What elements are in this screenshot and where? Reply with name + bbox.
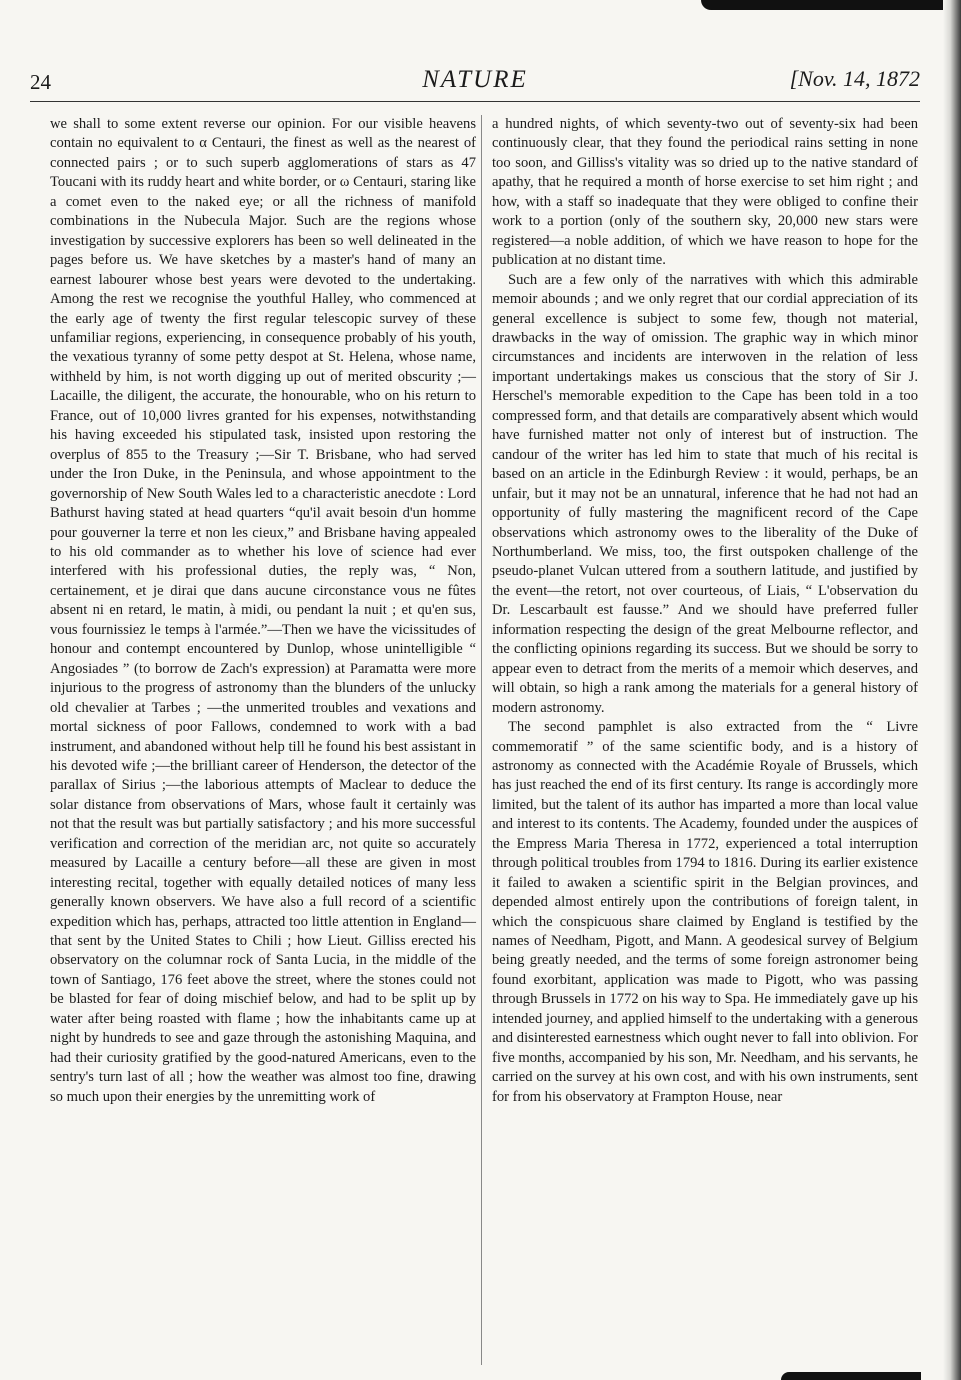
header-rule (30, 101, 920, 102)
scan-edge-mark-bottom (781, 1372, 921, 1380)
scan-page-edge (943, 0, 961, 1380)
journal-title: NATURE (422, 66, 528, 93)
running-header (30, 64, 920, 100)
paragraph: Such are a few only of the narratives with which this admirable memoir abounds ; and we only regret that our cordial appreciation of its general excellence is subject to some few, though not material, drawbacks in the way of omission. The graphic way in which minor circumstances and incidents are interwoven in the relation of less important undertakings makes us conscious that the story of Sir J. Herschel's memorable expedition to the Cape has been told in a too compressed form, and that details are comparatively absent which would have furnished matter not only of interest but of instruction. The candour of the writer has led him to state that much of his recital is based on an article in the Edinburgh Review : it would, perhaps, be an unfair, but it may not be an unnatural, inference that he had not had an opportunity of fully mastering the magnificent record of the Cape observations which astronomy owes to the liberality of the Duke of Northumberland. We miss, too, the first outspoken challenge of the pseudo-planet Vulcan uttered from a southern latitude, and justified by the event—the retort, not over courteous, of Liais, “ L'observation du Dr. Lescarbault est fausse.” And we should have preferred fuller information respecting the design of the great Melbourne reflector, and the conflicting opinions regarding its success. But we should be sorry to appear even to detract from the merits of a memoir which deserves, and will obtain, so high a rank among the materials for a general history of modern astronomy. (492, 271, 918, 716)
left-column (50, 115, 476, 1107)
paragraph: a hundred nights, of which seventy-two out of seventy-six had been continuously clear, that they found the periodical rains setting in none too soon, and Gilliss's vitality was so dried up to the native standard of apathy, that he required a month of horse exercise to set him right ; and how, with a staff so inadequate that they were obliged to confine their work to a portion (only of the southern sky, 20,000 new stars were registered—a noble addition, of which we have reason to hope for the publication at no distant time. (492, 116, 918, 269)
scan-edge-mark-top (701, 0, 961, 10)
issue-date: [Nov. 14, 1872 (789, 66, 920, 91)
right-column (492, 115, 918, 1107)
page-number: 24 (30, 70, 51, 94)
column-divider (481, 115, 482, 1365)
paragraph: we shall to some extent reverse our opinion. For our visible heavens contain no equivalent to α Centauri, the finest as well as the nearest of connected pairs ; or to such superb agglomerations of stars as 47 Toucani with its ruddy heart and white border, or ω Centauri, staring like a comet even to the naked eye; or all the richness of manifold combinations in the Nubecula Major. Such are the regions whose investigation by successive explorers has been so well delineated in the pages before us. We have sketches by a master's hand of many an earnest labourer whose best years were devoted to the undertaking. Among the rest we recognise the youthful Halley, who commenced at the early age of twenty the first regular telescopic survey of these unfamiliar regions, experiencing, in consequence probably of his youth, the vexatious tyranny of some petty despot at St. Helena, whose name, withheld by him, is not worth digging up out of merited obscurity ;—Lacaille, the diligent, the accurate, the honourable, who on his return to France, out of 10,000 livres granted for his expenses, notwithstanding his having exceeded his stipulated task, insisted upon restoring the overplus of 855 to the Treasury ;—Sir T. Brisbane, who had served under the Iron Duke, in the Peninsula, and whose appointment to the governorship of New South Wales led to a characteristic anecdote : Lord Bathurst having stated at head quarters “qu'il avait besoin d'un homme pour gouverner la terre et non les cieux,” and Brisbane having appealed to his old commander as to whether his love of science had ever interfered with his professional duties, the reply was, “ Non, certainement, et je dirai que dans aucune circonstance vous ne fûtes absent ni en retard, le matin, à midi, ou pendant la nuit ; et qu'en sus, vous fournissiez le temps à l'armée.”—Then we have the vicissitudes of honour and contempt encountered by Dunlop, whose unintelligible “ Angosiades ” (to borrow de Zach's expression) at Paramatta were more injurious to the progress of astronomy than the blunders of the unlucky old chevalier at Tarbes ; —the unmerited troubles and vexations and mortal sickness of poor Fallows, condemned to work with a bad instrument, and abandoned without help till he found his best assistant in his devoted wife ;—the brilliant career of Henderson, the detector of the parallax of Sirius ;—the laborious attempts of Maclear to deduce the solar distance from observations of Mars, whose fault it certainly was not that the result was but partially satisfactory ; and his more successful verification and correction of the meridian arc, not quite so accurately measured by Lacaille a century before—all these are given in most interesting recital, together with equally detailed notices of many less generally known observers. We have also a full record of a scientific expedition which has, perhaps, attracted too little attention in England—that sent by the United States to Chili ; how Lieut. Gilliss erected his observatory on the columnar rock of Santa Lucia, in the middle of the town of Santiago, 176 feet above the street, where the stones could not be blasted for fear of doing mischief below, and had to be split up by water after being roasted with flame ; how the inhabitants came up at night by hundreds to see and gaze through the astonishing Maquina, and had their curiosity gratified by the good-natured Americans, even to the sentry's turn last of all ; how the weather was almost too fine, drawing so much upon their energies by the unremitting work of (50, 116, 476, 1105)
paragraph: The second pamphlet is also extracted from the “ Livre commemoratif ” of the same scientific body, and is a history of astronomy as connected with the Académie Royale of Brussels, which has just reached the end of its first century. Its range is accordingly more limited, but the talent of its author has imparted a more than local value and interest to its contents. The Academy, founded under the auspices of the Empress Maria Theresa in 1772, experienced a total interruption through political troubles from 1794 to 1816. During its earlier existence it failed to awaken a scientific spirit in the Belgian provinces, and depended almost entirely upon the contributions of foreign talent, in which the conspicuous share claimed by England is testified by the names of Needham, Pigott, and Mann. A geodesical survey of Belgium being greatly needed, and the terms of some foreign astronomer being found exorbitant, application was made to Pigott, who was passing through Brussels in 1772 on his way to Spa. He immediately gave up his intended journey, and applied himself to the undertaking with a generous and disinterested earnestness which ought never to fall into oblivion. For five months, accompanied by his son, Mr. Needham, and his servants, he carried on the survey at his own cost, and with his own instruments, sent for from his observatory at Frampton House, near (492, 719, 918, 1105)
